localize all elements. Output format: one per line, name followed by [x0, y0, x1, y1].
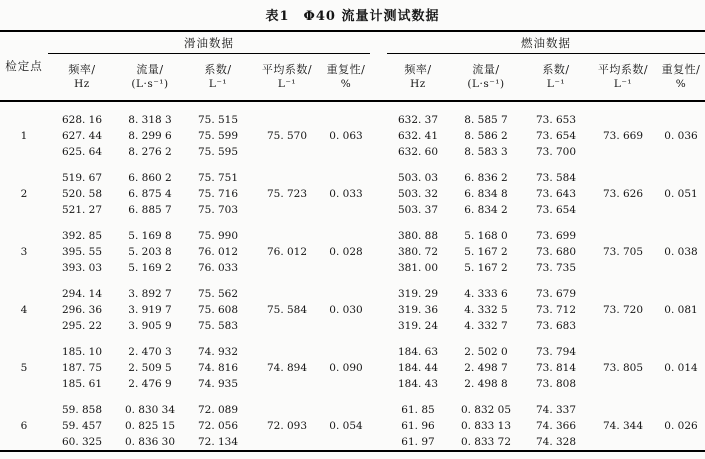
- data-row: [0, 334, 705, 360]
- oil-coefficient-cell: 76. 012: [197, 246, 239, 258]
- fuel-flow-cell: 0. 833 72: [460, 436, 512, 448]
- oil-avg-coefficient-cell: [252, 376, 322, 392]
- fuel-coefficient-cell: 73. 699: [535, 230, 577, 242]
- point-cell: [0, 434, 48, 451]
- oil-frequency-cell: 296. 36: [61, 304, 103, 316]
- table-number: 表1: [265, 9, 290, 24]
- fuel-coefficient-cell: 73. 700: [535, 146, 577, 158]
- fuel-frequency-cell: 632. 41: [397, 130, 439, 142]
- point-cell: [0, 218, 48, 244]
- fuel-frequency-cell: 503. 03: [397, 172, 439, 184]
- point-cell: 5: [20, 362, 28, 374]
- oil-coefficient-cell: 74. 816: [197, 362, 239, 374]
- fuel-frequency-cell: 632. 37: [397, 114, 439, 126]
- oil-flow-cell: 2. 476 9: [128, 378, 172, 390]
- column-gap: [370, 244, 387, 260]
- data-row: [0, 260, 705, 276]
- fuel-flow-cell: 2. 498 7: [464, 362, 508, 374]
- fuel-repeatability-cell: 0. 038: [664, 246, 698, 258]
- point-cell: [0, 276, 48, 302]
- point-cell: [0, 160, 48, 186]
- data-row: [0, 376, 705, 392]
- fuel-coefficient-cell: 74. 366: [535, 420, 577, 432]
- oil-frequency-cell: 627. 44: [61, 130, 103, 142]
- table-title-text: Φ40 流量计测试数据: [303, 9, 440, 24]
- oil-coefficient-cell: 75. 751: [197, 172, 239, 184]
- column-gap: [370, 202, 387, 218]
- oil-repeatability-cell: [322, 318, 370, 334]
- oil-avg-coefficient-cell: 76. 012: [266, 246, 308, 258]
- col-header-oil-flow: 流量/ (L·s⁻¹): [116, 54, 184, 102]
- fuel-coefficient-cell: 73. 679: [535, 288, 577, 300]
- col-header-oil-frequency: 频率/ Hz: [48, 54, 116, 102]
- fuel-avg-coefficient-cell: 73. 669: [602, 130, 644, 142]
- oil-coefficient-cell: 72. 134: [197, 436, 239, 448]
- oil-flow-cell: 8. 299 6: [128, 130, 172, 142]
- fuel-flow-cell: 5. 167 2: [464, 262, 508, 274]
- measurement-table: [0, 30, 705, 452]
- fuel-avg-coefficient-cell: [589, 260, 657, 276]
- fuel-repeatability-cell: [657, 376, 705, 392]
- oil-repeatability-cell: [322, 376, 370, 392]
- fuel-coefficient-cell: 73. 683: [535, 320, 577, 332]
- column-gap: [370, 302, 387, 318]
- column-gap: [370, 31, 387, 54]
- fuel-frequency-cell: 61. 97: [401, 436, 435, 448]
- point-cell: [0, 376, 48, 392]
- fuel-repeatability-cell: 0. 014: [664, 362, 698, 374]
- fuel-flow-cell: 5. 168 0: [464, 230, 508, 242]
- point-cell: 1: [20, 130, 28, 142]
- point-cell: [0, 260, 48, 276]
- fuel-repeatability-cell: [657, 392, 705, 418]
- fuel-repeatability-cell: 0. 036: [664, 130, 698, 142]
- oil-coefficient-cell: 72. 089: [197, 404, 239, 416]
- fuel-coefficient-cell: 73. 794: [535, 346, 577, 358]
- fuel-flow-cell: 0. 832 05: [460, 404, 512, 416]
- col-header-oil-avg-coefficient: 平均系数/ L⁻¹: [252, 54, 322, 102]
- point-cell: 4: [20, 304, 28, 316]
- oil-flow-cell: 2. 509 5: [128, 362, 172, 374]
- fuel-coefficient-cell: 73. 808: [535, 378, 577, 390]
- oil-repeatability-cell: 0. 054: [329, 420, 363, 432]
- fuel-flow-cell: 4. 332 7: [464, 320, 508, 332]
- oil-flow-cell: 0. 830 34: [124, 404, 176, 416]
- oil-avg-coefficient-cell: [252, 160, 322, 186]
- oil-frequency-cell: 395. 55: [61, 246, 103, 258]
- oil-avg-coefficient-cell: [252, 334, 322, 360]
- fuel-repeatability-cell: [657, 144, 705, 160]
- oil-avg-coefficient-cell: [252, 144, 322, 160]
- oil-repeatability-cell: [322, 101, 370, 128]
- fuel-frequency-cell: 319. 29: [397, 288, 439, 300]
- oil-avg-coefficient-cell: [252, 392, 322, 418]
- oil-avg-coefficient-cell: [252, 202, 322, 218]
- fuel-frequency-cell: 503. 32: [397, 188, 439, 200]
- data-row: [0, 244, 705, 260]
- data-row: [0, 202, 705, 218]
- data-row: [0, 318, 705, 334]
- col-header-fuel-frequency: 频率/ Hz: [387, 54, 449, 102]
- column-gap: [370, 392, 387, 418]
- fuel-frequency-cell: 61. 85: [401, 404, 435, 416]
- fuel-avg-coefficient-cell: [589, 334, 657, 360]
- fuel-repeatability-cell: [657, 260, 705, 276]
- fuel-coefficient-cell: 73. 680: [535, 246, 577, 258]
- fuel-avg-coefficient-cell: 73. 705: [602, 246, 644, 258]
- fuel-frequency-cell: 61. 96: [401, 420, 435, 432]
- fuel-repeatability-cell: [657, 160, 705, 186]
- column-gap: [370, 128, 387, 144]
- oil-flow-cell: 6. 875 4: [128, 188, 172, 200]
- oil-frequency-cell: 59. 858: [61, 404, 103, 416]
- fuel-repeatability-cell: 0. 081: [664, 304, 698, 316]
- oil-frequency-cell: 294. 14: [61, 288, 103, 300]
- oil-frequency-cell: 187. 75: [61, 362, 103, 374]
- col-header-fuel-flow: 流量/ (L·s⁻¹): [449, 54, 523, 102]
- fuel-frequency-cell: 184. 63: [397, 346, 439, 358]
- fuel-frequency-cell: 381. 00: [397, 262, 439, 274]
- oil-coefficient-cell: 75. 583: [197, 320, 239, 332]
- column-gap: [370, 434, 387, 451]
- oil-flow-cell: 3. 892 7: [128, 288, 172, 300]
- fuel-repeatability-cell: [657, 434, 705, 451]
- data-row: [0, 302, 705, 318]
- data-row: [0, 276, 705, 302]
- fuel-avg-coefficient-cell: [589, 160, 657, 186]
- fuel-avg-coefficient-cell: 73. 720: [602, 304, 644, 316]
- fuel-repeatability-cell: 0. 026: [664, 420, 698, 432]
- oil-frequency-cell: 519. 67: [61, 172, 103, 184]
- oil-repeatability-cell: [322, 392, 370, 418]
- oil-frequency-cell: 59. 457: [61, 420, 103, 432]
- point-cell: 3: [20, 246, 28, 258]
- oil-coefficient-cell: 75. 716: [197, 188, 239, 200]
- fuel-coefficient-cell: 73. 654: [535, 204, 577, 216]
- oil-repeatability-cell: [322, 144, 370, 160]
- column-gap: [370, 376, 387, 392]
- column-gap: [370, 186, 387, 202]
- oil-coefficient-cell: 75. 990: [197, 230, 239, 242]
- oil-repeatability-cell: 0. 033: [329, 188, 363, 200]
- oil-coefficient-cell: 75. 515: [197, 114, 239, 126]
- fuel-frequency-cell: 632. 60: [397, 146, 439, 158]
- fuel-coefficient-cell: 73. 643: [535, 188, 577, 200]
- fuel-coefficient-cell: 73. 735: [535, 262, 577, 274]
- point-cell: [0, 101, 48, 128]
- oil-flow-cell: 3. 905 9: [128, 320, 172, 332]
- fuel-avg-coefficient-cell: [589, 101, 657, 128]
- column-gap: [370, 218, 387, 244]
- oil-coefficient-cell: 75. 608: [197, 304, 239, 316]
- oil-avg-coefficient-cell: 75. 723: [266, 188, 308, 200]
- data-row: [0, 128, 705, 144]
- oil-repeatability-cell: [322, 218, 370, 244]
- fuel-coefficient-cell: 73. 814: [535, 362, 577, 374]
- oil-frequency-cell: 521. 27: [61, 204, 103, 216]
- column-gap: [370, 160, 387, 186]
- oil-avg-coefficient-cell: 75. 570: [266, 130, 308, 142]
- oil-repeatability-cell: [322, 434, 370, 451]
- oil-avg-coefficient-cell: [252, 101, 322, 128]
- fuel-frequency-cell: 380. 88: [397, 230, 439, 242]
- table-body: [0, 101, 705, 451]
- data-row: [0, 144, 705, 160]
- point-cell: [0, 392, 48, 418]
- fuel-repeatability-cell: [657, 218, 705, 244]
- oil-avg-coefficient-cell: [252, 318, 322, 334]
- column-gap: [370, 334, 387, 360]
- fuel-frequency-cell: 184. 44: [397, 362, 439, 374]
- point-cell: 2: [20, 188, 28, 200]
- fuel-coefficient-cell: 73. 653: [535, 114, 577, 126]
- fuel-avg-coefficient-cell: 73. 626: [602, 188, 644, 200]
- fuel-flow-cell: 8. 585 7: [464, 114, 508, 126]
- oil-avg-coefficient-cell: [252, 276, 322, 302]
- fuel-avg-coefficient-cell: [589, 276, 657, 302]
- oil-coefficient-cell: 72. 056: [197, 420, 239, 432]
- fuel-flow-cell: 6. 836 2: [464, 172, 508, 184]
- oil-repeatability-cell: 0. 090: [329, 362, 363, 374]
- fuel-frequency-cell: 319. 36: [397, 304, 439, 316]
- fuel-repeatability-cell: [657, 202, 705, 218]
- fuel-frequency-cell: 319. 24: [397, 320, 439, 332]
- oil-repeatability-cell: [322, 260, 370, 276]
- data-row: [0, 434, 705, 451]
- fuel-flow-cell: 2. 502 0: [464, 346, 508, 358]
- fuel-avg-coefficient-cell: 73. 805: [602, 362, 644, 374]
- oil-frequency-cell: 185. 61: [61, 378, 103, 390]
- oil-avg-coefficient-cell: 74. 894: [266, 362, 308, 374]
- point-cell: [0, 318, 48, 334]
- fuel-frequency-cell: 184. 43: [397, 378, 439, 390]
- col-header-oil-coefficient: 系数/ L⁻¹: [184, 54, 252, 102]
- fuel-avg-coefficient-cell: [589, 392, 657, 418]
- column-gap: [370, 54, 387, 102]
- group-header-oil: 滑油数据: [48, 31, 370, 54]
- oil-flow-cell: 0. 836 30: [124, 436, 176, 448]
- oil-frequency-cell: 520. 58: [61, 188, 103, 200]
- oil-repeatability-cell: 0. 030: [329, 304, 363, 316]
- fuel-avg-coefficient-cell: [589, 144, 657, 160]
- col-header-fuel-coefficient: 系数/ L⁻¹: [523, 54, 589, 102]
- col-header-fuel-repeatability: 重复性/ %: [657, 54, 705, 102]
- fuel-flow-cell: 4. 333 6: [464, 288, 508, 300]
- oil-coefficient-cell: 75. 599: [197, 130, 239, 142]
- table-title: [0, 0, 705, 26]
- oil-flow-cell: 5. 169 8: [128, 230, 172, 242]
- col-header-fuel-avg-coefficient: 平均系数/ L⁻¹: [589, 54, 657, 102]
- oil-avg-coefficient-cell: 72. 093: [266, 420, 308, 432]
- oil-avg-coefficient-cell: [252, 434, 322, 451]
- fuel-coefficient-cell: 74. 337: [535, 404, 577, 416]
- col-header-oil-repeatability: 重复性/ %: [322, 54, 370, 102]
- oil-frequency-cell: 60. 325: [61, 436, 103, 448]
- oil-coefficient-cell: 74. 935: [197, 378, 239, 390]
- oil-avg-coefficient-cell: [252, 218, 322, 244]
- oil-flow-cell: 5. 203 8: [128, 246, 172, 258]
- oil-flow-cell: 0. 825 15: [124, 420, 176, 432]
- fuel-coefficient-cell: 74. 328: [535, 436, 577, 448]
- column-gap: [370, 318, 387, 334]
- fuel-coefficient-cell: 73. 584: [535, 172, 577, 184]
- fuel-coefficient-cell: 73. 654: [535, 130, 577, 142]
- fuel-frequency-cell: 503. 37: [397, 204, 439, 216]
- fuel-repeatability-cell: [657, 334, 705, 360]
- oil-coefficient-cell: 74. 932: [197, 346, 239, 358]
- column-gap: [370, 418, 387, 434]
- group-header-row: [0, 31, 705, 54]
- data-row: [0, 360, 705, 376]
- data-row: [0, 186, 705, 202]
- oil-frequency-cell: 393. 03: [61, 262, 103, 274]
- fuel-avg-coefficient-cell: [589, 202, 657, 218]
- fuel-repeatability-cell: 0. 051: [664, 188, 698, 200]
- fuel-avg-coefficient-cell: [589, 434, 657, 451]
- oil-coefficient-cell: 75. 595: [197, 146, 239, 158]
- fuel-flow-cell: 4. 332 5: [464, 304, 508, 316]
- oil-coefficient-cell: 75. 703: [197, 204, 239, 216]
- oil-frequency-cell: 185. 10: [61, 346, 103, 358]
- column-gap: [370, 276, 387, 302]
- oil-flow-cell: 6. 885 7: [128, 204, 172, 216]
- oil-flow-cell: 3. 919 7: [128, 304, 172, 316]
- oil-repeatability-cell: [322, 334, 370, 360]
- fuel-repeatability-cell: [657, 101, 705, 128]
- fuel-flow-cell: 8. 586 2: [464, 130, 508, 142]
- oil-repeatability-cell: [322, 160, 370, 186]
- point-cell: 6: [20, 420, 28, 432]
- oil-flow-cell: 6. 860 2: [128, 172, 172, 184]
- sub-header-row: [0, 54, 705, 102]
- oil-frequency-cell: 295. 22: [61, 320, 103, 332]
- fuel-flow-cell: 2. 498 8: [464, 378, 508, 390]
- point-cell: [0, 334, 48, 360]
- oil-flow-cell: 8. 276 2: [128, 146, 172, 158]
- oil-flow-cell: 5. 169 2: [128, 262, 172, 274]
- fuel-avg-coefficient-cell: [589, 318, 657, 334]
- fuel-repeatability-cell: [657, 276, 705, 302]
- fuel-avg-coefficient-cell: 74. 344: [602, 420, 644, 432]
- column-gap: [370, 101, 387, 128]
- column-gap: [370, 260, 387, 276]
- oil-repeatability-cell: [322, 276, 370, 302]
- oil-avg-coefficient-cell: 75. 584: [266, 304, 308, 316]
- column-gap: [370, 360, 387, 376]
- data-row: [0, 218, 705, 244]
- oil-repeatability-cell: [322, 202, 370, 218]
- data-row: [0, 160, 705, 186]
- oil-avg-coefficient-cell: [252, 260, 322, 276]
- row-header-label: 检定点: [0, 31, 48, 101]
- oil-flow-cell: 8. 318 3: [128, 114, 172, 126]
- fuel-flow-cell: 0. 833 13: [460, 420, 512, 432]
- fuel-flow-cell: 8. 583 3: [464, 146, 508, 158]
- group-header-fuel: 燃油数据: [387, 31, 705, 54]
- fuel-coefficient-cell: 73. 712: [535, 304, 577, 316]
- oil-frequency-cell: 625. 64: [61, 146, 103, 158]
- fuel-frequency-cell: 380. 72: [397, 246, 439, 258]
- fuel-flow-cell: 6. 834 8: [464, 188, 508, 200]
- fuel-avg-coefficient-cell: [589, 218, 657, 244]
- oil-flow-cell: 2. 470 3: [128, 346, 172, 358]
- oil-frequency-cell: 392. 85: [61, 230, 103, 242]
- oil-repeatability-cell: 0. 028: [329, 246, 363, 258]
- column-gap: [370, 144, 387, 160]
- fuel-flow-cell: 5. 167 2: [464, 246, 508, 258]
- point-cell: [0, 144, 48, 160]
- fuel-avg-coefficient-cell: [589, 376, 657, 392]
- oil-frequency-cell: 628. 16: [61, 114, 103, 126]
- fuel-flow-cell: 6. 834 2: [464, 204, 508, 216]
- point-cell: [0, 202, 48, 218]
- data-row: [0, 392, 705, 418]
- oil-coefficient-cell: 76. 033: [197, 262, 239, 274]
- data-row: [0, 418, 705, 434]
- oil-coefficient-cell: 75. 562: [197, 288, 239, 300]
- data-row: [0, 101, 705, 128]
- oil-repeatability-cell: 0. 063: [329, 130, 363, 142]
- fuel-repeatability-cell: [657, 318, 705, 334]
